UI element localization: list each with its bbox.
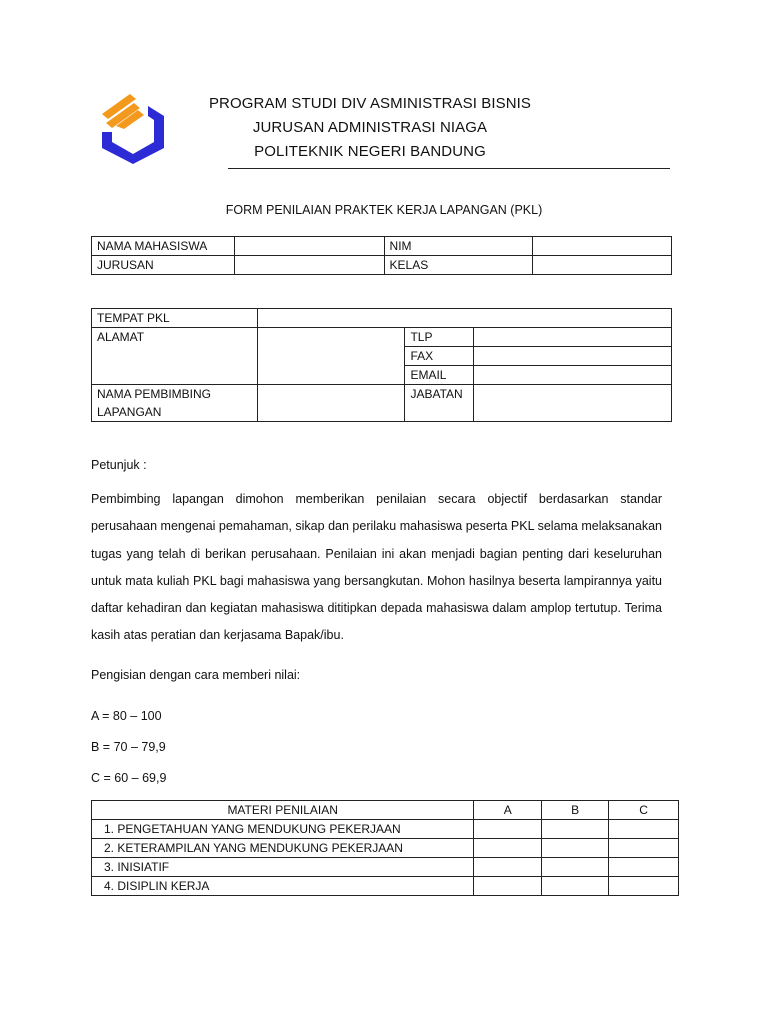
grade-b-cell[interactable] xyxy=(542,839,609,858)
major-field[interactable] xyxy=(234,256,384,275)
workplace-info-table xyxy=(91,308,672,422)
grade-a-range: A = 80 – 100 xyxy=(91,709,162,723)
fax-field[interactable] xyxy=(474,347,672,366)
grade-b-range: B = 70 – 79,9 xyxy=(91,740,166,754)
table-row xyxy=(92,839,679,858)
criterion-label: 3. INISIATIF xyxy=(92,858,474,877)
criterion-label: 2. KETERAMPILAN YANG MENDUKUNG PEKERJAAN xyxy=(92,839,474,858)
student-name-label: NAMA MAHASISWA xyxy=(92,237,235,256)
phone-label: TLP xyxy=(405,328,474,347)
address-field[interactable] xyxy=(257,328,405,385)
position-field[interactable] xyxy=(474,385,672,422)
supervisor-label-line-1: NAMA PEMBIMBING xyxy=(97,387,212,401)
grade-c-cell[interactable] xyxy=(609,858,679,877)
grade-c-cell[interactable] xyxy=(609,839,679,858)
institution-header xyxy=(200,92,540,164)
grade-c-range: C = 60 – 69,9 xyxy=(91,771,167,785)
grade-a-cell[interactable] xyxy=(474,820,542,839)
grade-a-cell[interactable] xyxy=(474,858,542,877)
supervisor-label xyxy=(92,385,258,422)
place-field[interactable] xyxy=(257,309,671,328)
grade-c-header: C xyxy=(609,801,679,820)
scoring-intro: Pengisian dengan cara memberi nilai: xyxy=(91,668,301,682)
grade-c-cell[interactable] xyxy=(609,877,679,896)
polban-logo-icon xyxy=(100,90,166,164)
grade-c-cell[interactable] xyxy=(609,820,679,839)
instructions-body: Pembimbing lapangan dimohon memberikan penilaian secara objectif berdasarkan standar perusahaan mengenai pemahaman, sikap dan perilaku mahasiswa peserta PKL selama melaksanakan tugas yang telah di berikan perusahaan. Penilaian ini akan menjadi bagian penting dari keseluruhan untuk mata kuliah PKL bagi mahasiswa yang bersangkutan. Mohon hasilnya beserta lampirannya yaitu daftar kehadiran dan kegiatan mahasiswa dititipkan depada mahasiswa dalam amplop tertutup. Terima kasih atas peratian dan kerjasama Bapak/ibu. xyxy=(91,492,662,643)
grade-b-cell[interactable] xyxy=(542,877,609,896)
criterion-label: 4. DISIPLIN KERJA xyxy=(92,877,474,896)
class-label: KELAS xyxy=(384,256,533,275)
supervisor-label-line-2: LAPANGAN xyxy=(97,405,162,419)
criterion-label: 1. PENGETAHUAN YANG MENDUKUNG PEKERJAAN xyxy=(92,820,474,839)
phone-field[interactable] xyxy=(474,328,672,347)
student-name-field[interactable] xyxy=(234,237,384,256)
address-label: ALAMAT xyxy=(92,328,258,385)
major-label: JURUSAN xyxy=(92,256,235,275)
nim-field[interactable] xyxy=(533,237,672,256)
grade-a-cell[interactable] xyxy=(474,877,542,896)
grade-a-cell[interactable] xyxy=(474,839,542,858)
header-line-department: JURUSAN ADMINISTRASI NIAGA xyxy=(252,119,488,136)
header-line-program: PROGRAM STUDI DIV ASMINISTRASI BISNIS xyxy=(208,95,532,112)
email-field[interactable] xyxy=(474,366,672,385)
grade-b-cell[interactable] xyxy=(542,820,609,839)
assessment-table xyxy=(91,800,679,896)
header-divider xyxy=(228,168,670,169)
email-label: EMAIL xyxy=(405,366,474,385)
form-title: FORM PENILAIAN PRAKTEK KERJA LAPANGAN (PKL) xyxy=(225,203,543,217)
header-line-institution: POLITEKNIK NEGERI BANDUNG xyxy=(254,143,486,160)
nim-label: NIM xyxy=(384,237,533,256)
grade-a-header: A xyxy=(474,801,542,820)
instructions-heading: Petunjuk : xyxy=(91,458,147,472)
fax-label: FAX xyxy=(405,347,474,366)
position-label: JABATAN xyxy=(405,385,474,422)
material-header: MATERI PENILAIAN xyxy=(92,801,474,820)
table-row xyxy=(92,877,679,896)
grade-b-cell[interactable] xyxy=(542,858,609,877)
grade-b-header: B xyxy=(542,801,609,820)
supervisor-field[interactable] xyxy=(257,385,405,422)
place-label: TEMPAT PKL xyxy=(92,309,258,328)
table-row xyxy=(92,858,679,877)
table-row xyxy=(92,820,679,839)
student-info-table xyxy=(91,236,672,275)
class-field[interactable] xyxy=(533,256,672,275)
